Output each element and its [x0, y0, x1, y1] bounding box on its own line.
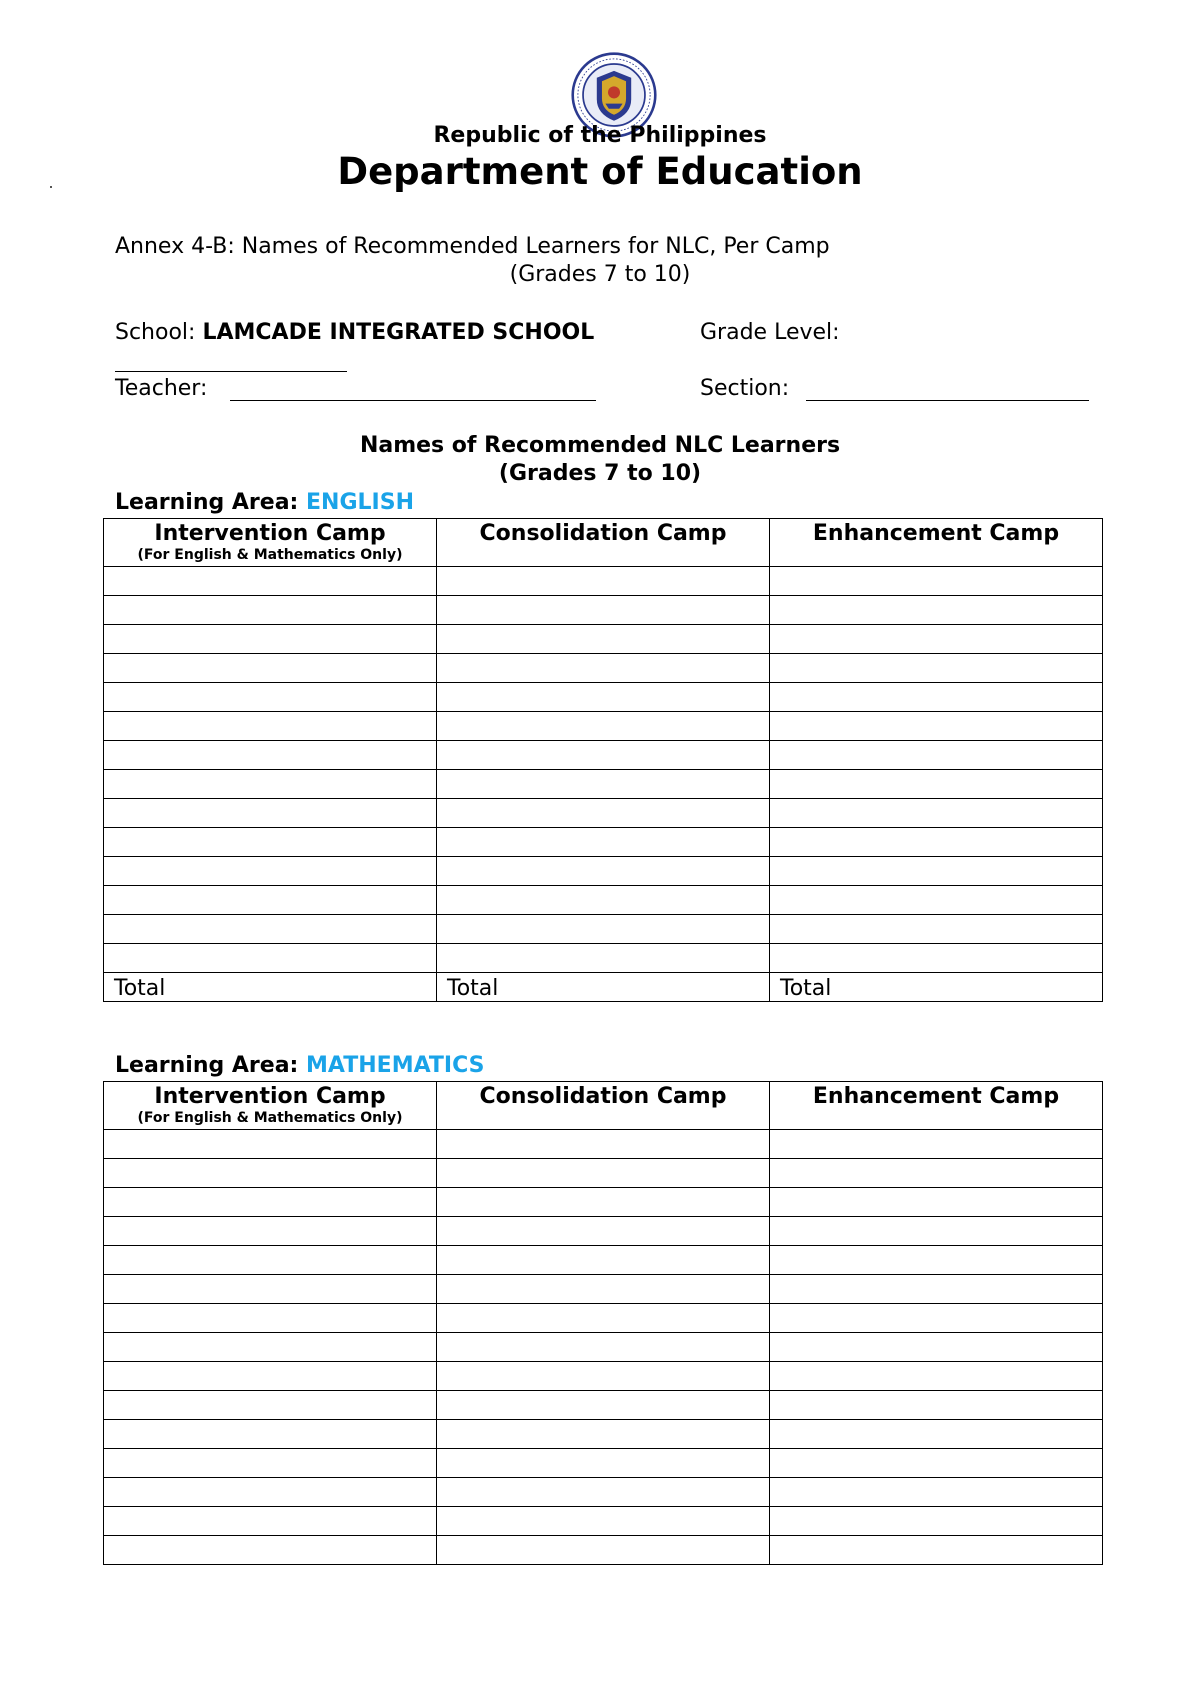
learner-name-cell[interactable]: [104, 886, 437, 915]
learner-name-cell[interactable]: [437, 567, 770, 596]
learner-name-cell[interactable]: [104, 1420, 437, 1449]
learner-name-cell[interactable]: [104, 1188, 437, 1217]
learner-name-cell[interactable]: [770, 1304, 1103, 1333]
learner-name-cell[interactable]: [437, 1217, 770, 1246]
learner-name-cell[interactable]: [437, 857, 770, 886]
school-value[interactable]: LAMCADE INTEGRATED SCHOOL: [202, 320, 595, 345]
learner-name-cell[interactable]: [437, 828, 770, 857]
section-label: Section:: [700, 376, 790, 401]
table-row: [104, 1449, 1103, 1478]
learner-name-cell[interactable]: [437, 625, 770, 654]
learner-name-cell[interactable]: [770, 741, 1103, 770]
learning-area-english: [115, 490, 414, 515]
table-row: [104, 1130, 1103, 1159]
consolidation-camp-header: Consolidation Camp: [437, 519, 770, 567]
teacher-blank[interactable]: [230, 400, 596, 401]
learner-name-cell[interactable]: [770, 567, 1103, 596]
learner-name-cell[interactable]: [437, 712, 770, 741]
learner-name-cell[interactable]: [104, 857, 437, 886]
learner-name-cell[interactable]: [437, 915, 770, 944]
learner-name-cell[interactable]: [437, 1159, 770, 1188]
learner-name-cell[interactable]: [104, 1507, 437, 1536]
learner-name-cell[interactable]: [437, 1391, 770, 1420]
learner-name-cell[interactable]: [104, 828, 437, 857]
learner-name-cell[interactable]: [104, 596, 437, 625]
table-row: [104, 1304, 1103, 1333]
learner-name-cell[interactable]: [770, 944, 1103, 973]
table-row: [104, 1246, 1103, 1275]
total-cell[interactable]: Total: [770, 973, 1103, 1002]
learner-name-cell[interactable]: [770, 1188, 1103, 1217]
table-row: [104, 741, 1103, 770]
table-row: [104, 886, 1103, 915]
learner-name-cell[interactable]: [770, 1478, 1103, 1507]
learner-name-cell[interactable]: [770, 1449, 1103, 1478]
learner-name-cell[interactable]: [104, 1362, 437, 1391]
school-label: School:: [115, 320, 196, 345]
learner-name-cell[interactable]: [104, 1246, 437, 1275]
learner-name-cell[interactable]: [104, 1478, 437, 1507]
table-row: [104, 1420, 1103, 1449]
learner-name-cell[interactable]: [437, 1275, 770, 1304]
table-row: [104, 1391, 1103, 1420]
republic-heading: Republic of the Philippines: [433, 123, 767, 148]
table-row: [104, 596, 1103, 625]
grade-level-blank[interactable]: [115, 371, 347, 372]
learner-name-cell[interactable]: [437, 1507, 770, 1536]
learner-name-cell[interactable]: [770, 1217, 1103, 1246]
consolidation-camp-header: Consolidation Camp: [437, 1082, 770, 1130]
learner-name-cell[interactable]: [770, 1420, 1103, 1449]
learner-name-cell[interactable]: [770, 799, 1103, 828]
learner-name-cell[interactable]: [770, 1362, 1103, 1391]
table-row: [104, 1159, 1103, 1188]
learner-name-cell[interactable]: [437, 1304, 770, 1333]
table-row: [104, 712, 1103, 741]
teacher-label: Teacher:: [115, 376, 208, 401]
table-row: [104, 567, 1103, 596]
enhancement-camp-header: Enhancement Camp: [770, 1082, 1103, 1130]
learner-name-cell[interactable]: [104, 1536, 437, 1565]
table-row: [104, 1362, 1103, 1391]
table-row: [104, 799, 1103, 828]
learner-name-cell[interactable]: [770, 683, 1103, 712]
total-cell[interactable]: Total: [104, 973, 437, 1002]
table-row: [104, 1217, 1103, 1246]
learner-name-cell[interactable]: [104, 770, 437, 799]
table-row: [104, 625, 1103, 654]
learner-name-cell[interactable]: [770, 857, 1103, 886]
enhancement-camp-header: Enhancement Camp: [770, 519, 1103, 567]
learner-name-cell[interactable]: [437, 596, 770, 625]
learner-name-cell[interactable]: [104, 1217, 437, 1246]
learner-name-cell[interactable]: [770, 915, 1103, 944]
learner-name-cell[interactable]: [104, 741, 437, 770]
learner-name-cell[interactable]: [770, 1507, 1103, 1536]
intervention-camp-header: Intervention Camp (For English & Mathematics Only): [104, 1082, 437, 1130]
table-row: [104, 828, 1103, 857]
learner-name-cell[interactable]: [104, 944, 437, 973]
learner-name-cell[interactable]: [437, 1130, 770, 1159]
learner-name-cell[interactable]: [104, 1449, 437, 1478]
learning-area-subject: MATHEMATICS: [306, 1053, 485, 1078]
learner-name-cell[interactable]: [104, 799, 437, 828]
table-row: [104, 1507, 1103, 1536]
learner-name-cell[interactable]: [770, 1333, 1103, 1362]
learner-name-cell[interactable]: [770, 1159, 1103, 1188]
learner-name-cell[interactable]: [770, 1536, 1103, 1565]
section-blank[interactable]: [806, 400, 1089, 401]
table-row: [104, 1478, 1103, 1507]
table-row: [104, 915, 1103, 944]
learner-name-cell[interactable]: [104, 1333, 437, 1362]
learner-name-cell[interactable]: [770, 654, 1103, 683]
learner-name-cell[interactable]: [104, 567, 437, 596]
learner-name-cell[interactable]: [770, 886, 1103, 915]
learner-name-cell[interactable]: [770, 1391, 1103, 1420]
learner-name-cell[interactable]: [770, 1246, 1103, 1275]
learner-name-cell[interactable]: [770, 828, 1103, 857]
learner-name-cell[interactable]: [770, 1275, 1103, 1304]
table-row: [104, 654, 1103, 683]
learner-name-cell[interactable]: [104, 683, 437, 712]
mathematics-camp-table: [103, 1081, 1103, 1565]
learner-name-cell[interactable]: [770, 596, 1103, 625]
table-row: [104, 1333, 1103, 1362]
learner-name-cell[interactable]: [437, 1449, 770, 1478]
learner-name-cell[interactable]: [437, 886, 770, 915]
learner-name-cell[interactable]: [104, 1130, 437, 1159]
school-field: [115, 320, 594, 345]
learner-name-cell[interactable]: [770, 625, 1103, 654]
annex-grades: (Grades 7 to 10): [509, 262, 691, 287]
table-row: [104, 683, 1103, 712]
learner-name-cell[interactable]: [437, 799, 770, 828]
learner-name-cell[interactable]: [104, 625, 437, 654]
learner-name-cell[interactable]: [104, 1275, 437, 1304]
table-row: [104, 857, 1103, 886]
total-cell[interactable]: Total: [437, 973, 770, 1002]
department-heading: Department of Education: [337, 150, 863, 193]
learning-area-label: Learning Area:: [115, 490, 299, 515]
list-subtitle: (Grades 7 to 10): [498, 461, 702, 486]
learning-area-mathematics: [115, 1053, 485, 1078]
learner-name-cell[interactable]: [437, 944, 770, 973]
learner-name-cell[interactable]: [104, 915, 437, 944]
list-title: Names of Recommended NLC Learners: [359, 433, 841, 458]
learner-name-cell[interactable]: [770, 770, 1103, 799]
table-row: [104, 1188, 1103, 1217]
learner-name-cell[interactable]: [104, 654, 437, 683]
learning-area-subject: ENGLISH: [306, 490, 414, 515]
table-row: [104, 770, 1103, 799]
stray-mark: [50, 186, 52, 188]
intervention-camp-header: Intervention Camp (For English & Mathematics Only): [104, 519, 437, 567]
learner-name-cell[interactable]: [104, 1304, 437, 1333]
learner-name-cell[interactable]: [770, 712, 1103, 741]
learner-name-cell[interactable]: [437, 741, 770, 770]
learner-name-cell[interactable]: [104, 1391, 437, 1420]
learner-name-cell[interactable]: [437, 770, 770, 799]
learner-name-cell[interactable]: [104, 1159, 437, 1188]
learner-name-cell[interactable]: [437, 1362, 770, 1391]
learner-name-cell[interactable]: [437, 1478, 770, 1507]
learner-name-cell[interactable]: [437, 1246, 770, 1275]
learner-name-cell[interactable]: [437, 1420, 770, 1449]
grade-level-label: Grade Level:: [700, 320, 840, 345]
learner-name-cell[interactable]: [104, 712, 437, 741]
learner-name-cell[interactable]: [437, 1333, 770, 1362]
learner-name-cell[interactable]: [437, 654, 770, 683]
learner-name-cell[interactable]: [437, 1188, 770, 1217]
table-row: [104, 1536, 1103, 1565]
table-row: [104, 973, 1103, 1002]
table-row: [104, 944, 1103, 973]
table-row: [104, 1275, 1103, 1304]
learner-name-cell[interactable]: [437, 1536, 770, 1565]
learning-area-label: Learning Area:: [115, 1053, 299, 1078]
learner-name-cell[interactable]: [770, 1130, 1103, 1159]
english-camp-table: [103, 518, 1103, 1002]
learner-name-cell[interactable]: [437, 683, 770, 712]
annex-title: Annex 4-B: Names of Recommended Learners for NLC, Per Camp: [115, 234, 830, 259]
